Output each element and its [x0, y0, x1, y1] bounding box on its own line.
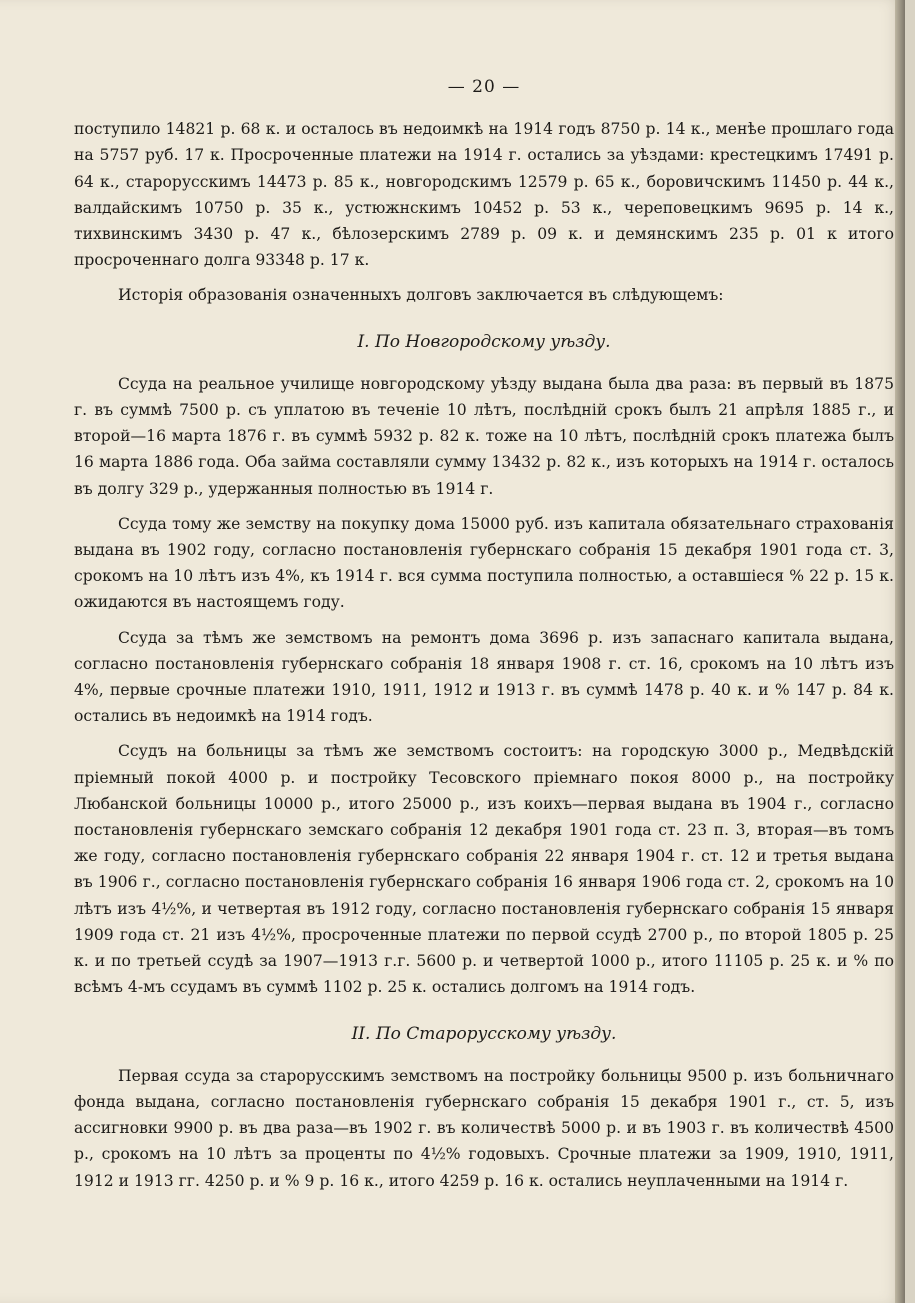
page-number: — 20 —: [447, 77, 521, 97]
page-edge: [895, 0, 905, 1303]
section-heading-staraya-russa: II. По Старорусскому уѣзду.: [351, 1023, 617, 1044]
section-heading-novgorod: I. По Новгородскому уѣзду.: [357, 331, 611, 352]
novgorod-paragraph-2: Ссуда тому же земству на покупку дома 15000 руб. изъ капитала обязательнаго страхованія выдана въ 1902 году, согласно постановленія губернскаго собранія 15 декабря 1901 года ст. 3, срокомъ на 10 лѣтъ изъ 4%, къ 1914 г. вся сумма поступила полностью, а оставшіеся % 22 р. 15 к. ожидаются въ настоящемъ году.: [74, 514, 894, 612]
novgorod-paragraph-1: Ссуда на реальное училище новгородскому уѣзду выдана была два раза: въ первый въ 1875 г. въ суммѣ 7500 р. съ уплатою въ теченіе 10 лѣтъ, послѣдній срокъ былъ 21 апрѣля 1885 г., и второй—16 марта 1876 г. въ суммѣ 5932 р. 82 к. тоже на 10 лѣтъ, послѣдній срокъ платежа былъ 16 марта 1886 года. Оба займа составляли сумму 13432 р. 82 к., изъ которыхъ на 1914 г. осталось въ долгу 329 р., удержанныя полностью въ 1914 г.: [74, 374, 894, 498]
intro-paragraph: поступило 14821 р. 68 к. и осталось въ недоимкѣ на 1914 годъ 8750 р. 14 к., менѣе прошлаго года на 5757 руб. 17 к. Просроченные платежи на 1914 г. остались за уѣздами: крестецкимъ 17491 р. 64 к., старорусскимъ 14473 р. 85 к., новгородскимъ 12579 р. 65 к., боровичскимъ 11450 р. 44 к., валдайскимъ 10750 р. 35 к., устюжнскимъ 10452 р. 53 к., череповецкимъ 9695 р. 14 к., тихвинскимъ 3430 р. 47 к., бѣлозерскимъ 2789 р. 09 к. и демянскимъ 235 р. 01 к итого просроченнаго долга 93348 р. 17 к.: [74, 120, 894, 270]
staraya-russa-paragraph-1: Первая ссуда за старорусскимъ земствомъ на постройку больницы 9500 р. изъ больничнаго фонда выдана, согласно постановленія губернскаго собранія 15 декабря 1901 г., ст. 5, изъ ассигновки 9900 р. въ два раза—въ 1902 г. въ количествѣ 5000 р. и въ 1903 г. въ количествѣ 4500 р., срокомъ на 10 лѣтъ за проценты по 4½% годовыхъ. Срочные платежи за 1909, 1910, 1911, 1912 и 1913 гг. 4250 р. и % 9 р. 16 к., итого 4259 р. 16 к. остались неуплаченными на 1914 г.: [74, 1066, 894, 1190]
page-content: [74, 74, 894, 1203]
history-paragraph: Исторія образованія означенныхъ долговъ заключается въ слѣдующемъ:: [118, 286, 724, 305]
novgorod-paragraph-3: Ссуда за тѣмъ же земствомъ на ремонтъ дома 3696 р. изъ запаснаго капитала выдана, согласно постановленія губернскаго собранія 18 января 1908 г. ст. 16, срокомъ на 10 лѣтъ изъ 4%, первые срочные платежи 1910, 1911, 1912 и 1913 г. въ суммѣ 1478 р. 40 к. и % 147 р. 84 к. остались въ недоимкѣ на 1914 годъ.: [74, 628, 894, 726]
novgorod-paragraph-4: Ссудъ на больницы за тѣмъ же земствомъ состоитъ: на городскую 3000 р., Медвѣдскій пріемный покой 4000 р. и постройку Тесовского пріемнаго покоя 8000 р., на постройку Любанской больницы 10000 р., итого 25000 р., изъ коихъ—первая выдана въ 1904 г., согласно постановленія губернскаго земскаго собранія 12 декабря 1901 года ст. 23 п. 3, вторая—въ томъ же году, согласно постановленія губернскаго собранія 22 января 1904 г. ст. 12 и третья выдана въ 1906 г., согласно постановленія губернскаго собранія 16 января 1906 года ст. 2, срокомъ на 10 лѣтъ изъ 4½%, и четвертая въ 1912 году, согласно постановленія губернскаго собранія 15 января 1909 года ст. 21 изъ 4½%, просроченные платежи по первой ссудѣ 2700 р., по второй 1805 р. 25 к. и по третьей ссудѣ за 1907—1913 г.г. 5600 р. и четвертой 1000 р., итого 11105 р. 25 к. и % по всѣмъ 4-мъ ссудамъ въ суммѣ 1102 р. 25 к. остались долгомъ на 1914 годъ.: [74, 742, 894, 997]
